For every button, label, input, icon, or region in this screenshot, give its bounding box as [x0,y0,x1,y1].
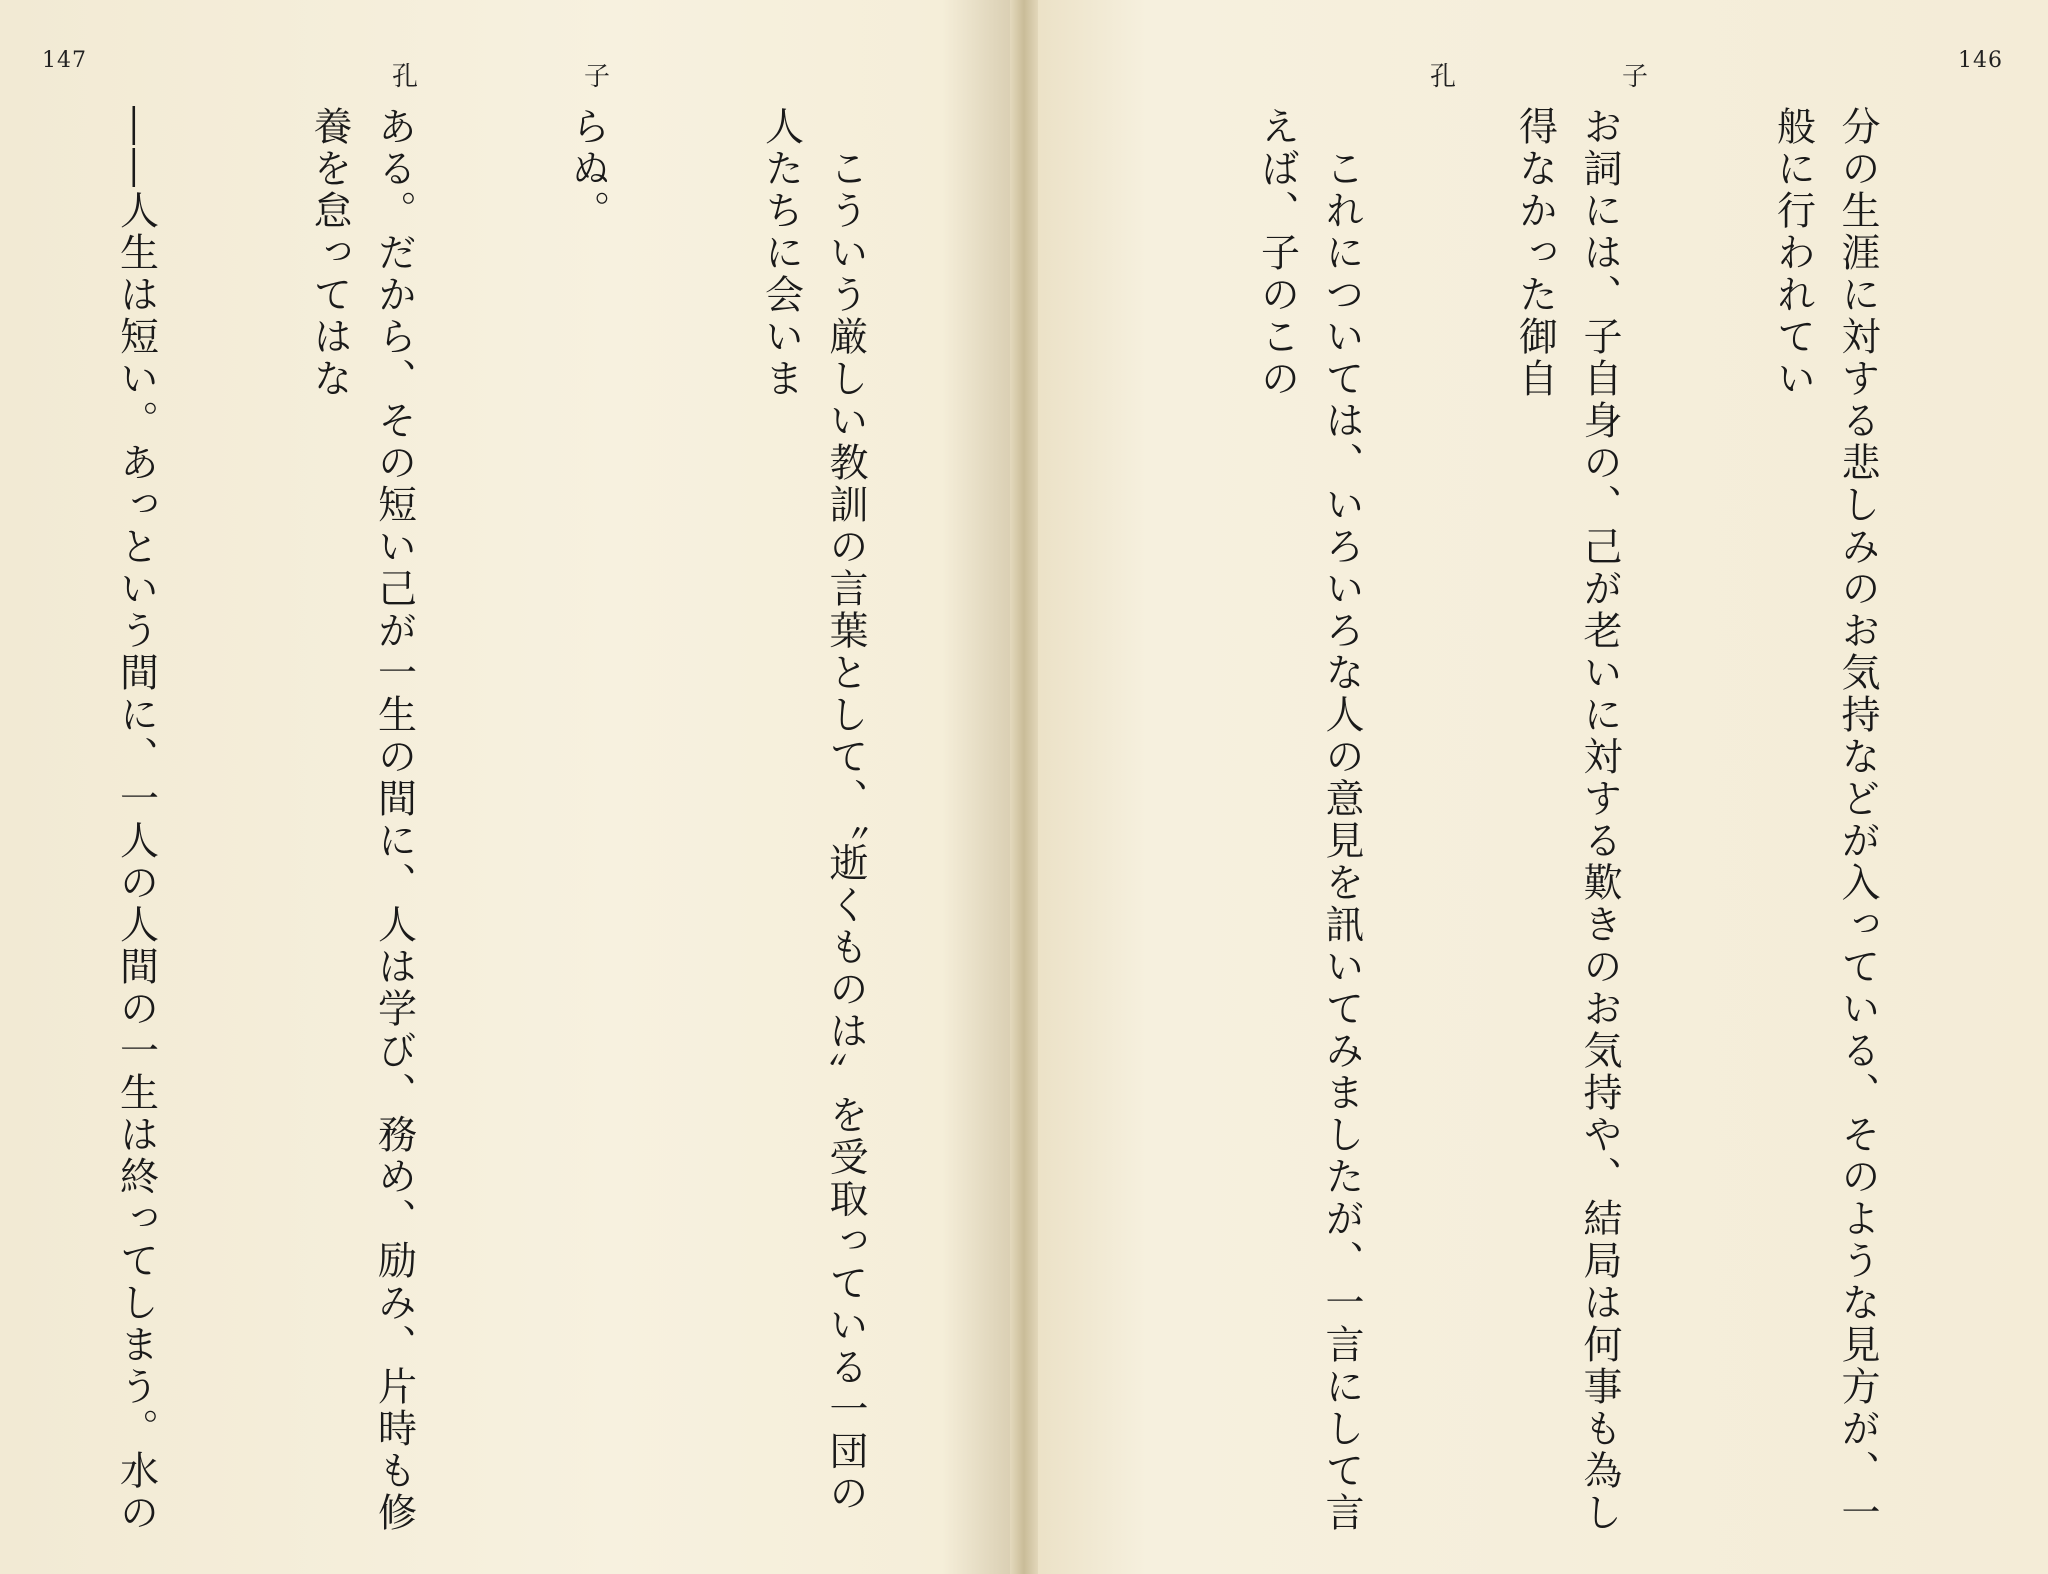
running-head-char: 子 [584,62,611,92]
book-gutter [1010,0,1038,1574]
running-head-char: 子 [1622,62,1649,92]
page-number: 146 [1958,48,2003,73]
running-head-char: 孔 [1430,62,1457,92]
left-page [0,0,1010,1574]
text-column: これについては、いろいろな人の意見を訊いてみましたが、一言にして言えば、子のこの [1254,106,1364,1534]
text-column: ある。だから、その短い己が一生の間に、人は学び、務め、励み、片時も修養を怠ってはな [307,106,417,1534]
text-column: ――人生は短い。あっという間に、一人の人間の一生は終ってしまう。水の [113,106,159,1534]
text-column: お詞には、子自身の、己が老いに対する歎きのお気持や、結局は何事も為し得なかった御自 [1512,106,1622,1534]
text-column: こういう厳しい教訓の言葉として、〝逝くものは〟を受取っている一団の人たちに会いま [758,106,868,1515]
text-column: 分の生涯に対する悲しみのお気持などが入っている、そのような見方が、一般に行われてい [1770,106,1880,1534]
text-column: らぬ。 [565,106,610,232]
page-number: 147 [42,48,87,73]
running-head-char: 孔 [392,62,419,92]
body-text-columns [1058,106,2018,1546]
body-text-columns [96,106,1006,1546]
right-page [1038,0,2048,1574]
